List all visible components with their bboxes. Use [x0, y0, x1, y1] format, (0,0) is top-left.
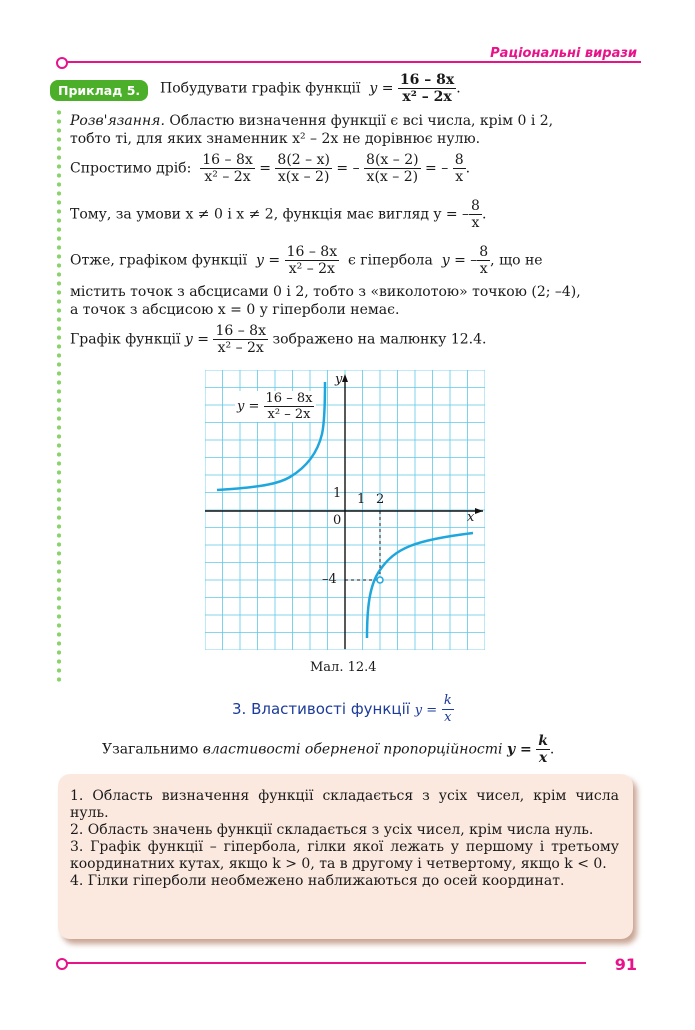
simplify-line: Спростимо дріб: $\frac{16 - 8x}{\text{x² – 2x}}$ = $\frac{8(2 - x)}{x(x - 2)}$ = – $\frac{8(x - 2)}{x(x - 2)}$ = – $\frac{8}{x}$ . [70, 152, 471, 185]
properties-list [58, 774, 633, 890]
y-axis-arrow [342, 374, 348, 382]
x-axis-arrow [475, 508, 483, 514]
footer-dot [56, 958, 68, 970]
label-x-2: 2 [376, 492, 385, 507]
graph-ref-line: Графік функції y = $\frac{16 - 8x}{\text{x² – 2x}}$ зображено на малюнку 12.4. [70, 323, 487, 356]
thus-line: Тому, за умови x ≠ 0 і x ≠ 2, функція має вигляд y = – $\frac{8}{x}$ . [70, 198, 487, 231]
page-number: 91 [614, 955, 637, 974]
property-2: 2. Область значень функції складається з усіх чисел, крім числа нуль. [70, 822, 594, 838]
property-1: 1. Область визначення функції складається з усіх чисел, крім числа нуль. [70, 788, 619, 821]
dotted-margin [57, 108, 61, 683]
hyperbola-branch-right [367, 533, 473, 638]
section-intro: Узагальнимо властивості оберненої пропорційності y = $\frac{k}{x}$ . [102, 733, 555, 766]
solution-line-6: а точок з абсцисою x = 0 у гіперболи немає. [70, 302, 400, 318]
punctured-point [377, 577, 383, 583]
property-3: 3. Графік функції – гіпербола, гілки якої лежать у першому і третьому координатних кутах, якщо k > 0, та в другому і четвертому, якщо k < 0. [70, 839, 619, 872]
example-badge: Приклад 5. [50, 80, 148, 101]
section-title: Раціональні вирази [490, 46, 637, 61]
inset-formula: y = $\frac{16 - 8x}{\text{x² – 2x}}$ [235, 391, 316, 422]
header-line [66, 61, 641, 63]
footer-line [66, 962, 586, 964]
properties-box [58, 774, 633, 939]
therefore-line: Отже, графіком функції y = $\frac{16 - 8x}{\text{x² – 2x}}$ є гіпербола y = – $\frac{8}{x}$ , що не [70, 244, 543, 277]
label-x-1: 1 [357, 492, 366, 507]
property-4: 4. Гілки гіперболи необмежено наближаються до осей координат. [70, 873, 565, 889]
solution-line-5: містить точок з абсцисами 0 і 2, тобто з «виколотою» точкою (2; –4), [70, 284, 581, 300]
label-origin: 0 [333, 513, 342, 528]
section-heading: 3. Властивості функції y = $\frac{k}{x}$ [232, 693, 452, 725]
solution-line-2: тобто ті, для яких знаменник x² – 2x не дорівнює нулю. [70, 131, 481, 147]
label-y-minus4: –4 [322, 572, 337, 587]
solution-line-1: Розв'язання. Областю визначення функції є всі числа, крім 0 і 2, [70, 113, 554, 129]
header-dot [56, 57, 68, 69]
label-x: x [467, 510, 475, 525]
label-y-1: 1 [333, 486, 342, 501]
figure-caption: Мал. 12.4 [310, 660, 377, 675]
label-y: y [335, 372, 343, 387]
example-task: Побудувати графік функції y = $\frac{16 - 8x}{\text{x² – 2x}}$ . [160, 72, 461, 105]
